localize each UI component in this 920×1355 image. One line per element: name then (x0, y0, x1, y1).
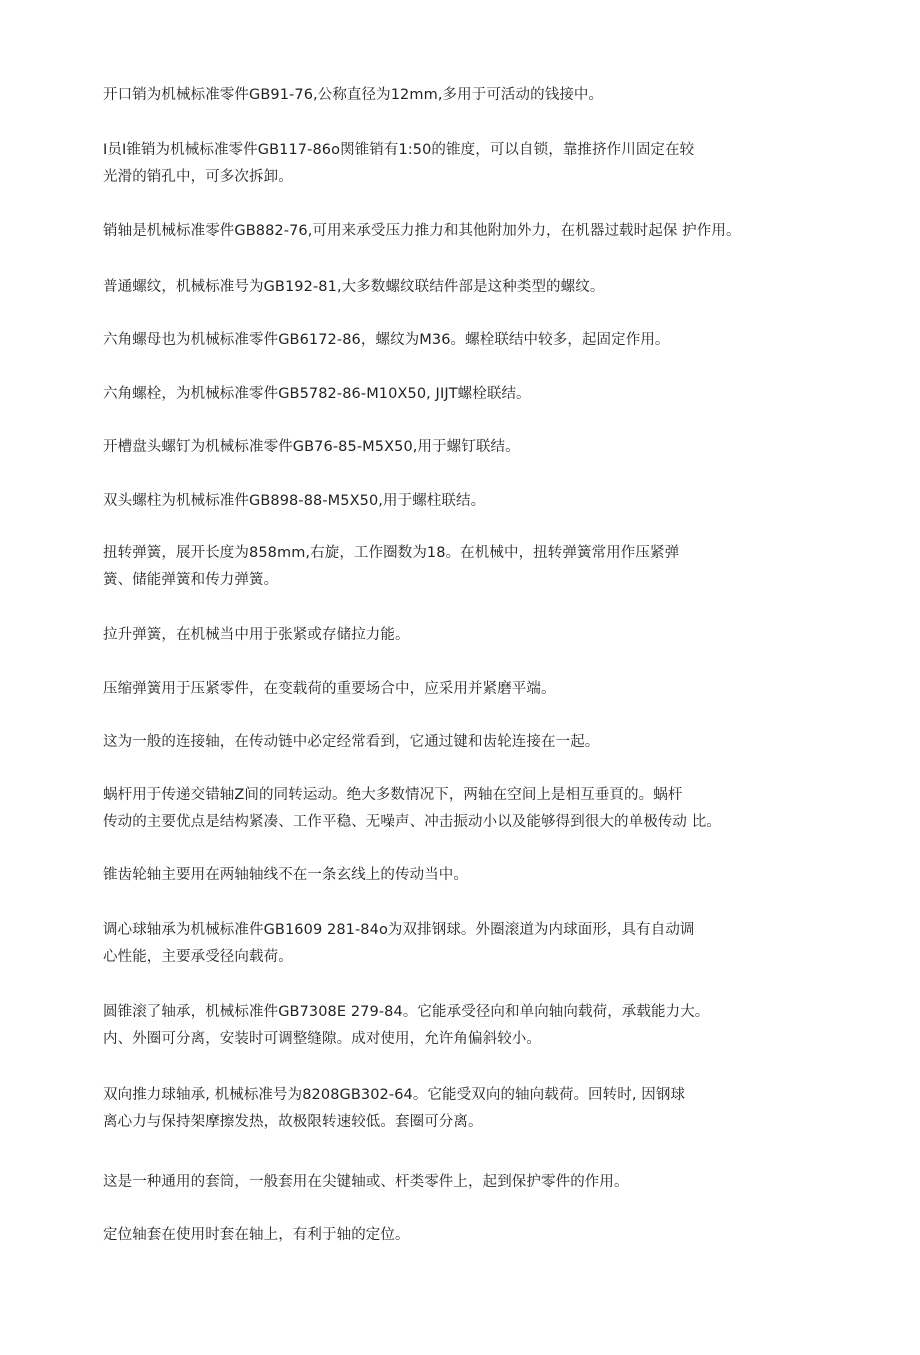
paragraph (103, 540, 893, 594)
text-line: 心性能，主要承受径向载荷。 (103, 949, 293, 965)
text-line: 六角螺栓，为机械标准零件GB5782-86-M10X50, JIJT螺栓联结。 (103, 386, 531, 402)
text-line: 簧、储能弹簧和传力弹簧。 (103, 572, 279, 588)
text-line: 调心球轴承为机械标准件GB1609 281-84o为双排钢球。外圈滚道为内球面形，具有自动调 (103, 922, 695, 938)
paragraph (103, 327, 893, 354)
paragraph (103, 381, 893, 408)
text-line: 双向推力球轴承, 机械标准号为8208GB302-64。它能受双向的轴向载荷。回转时, 因钢球 (103, 1087, 686, 1103)
paragraph (103, 488, 893, 515)
text-line: 这是一种通用的套筒，一般套用在尖键轴或、杆类零件上，起到保护零件的作用。 (103, 1174, 629, 1190)
paragraph (103, 782, 893, 836)
text-line: 圆锥滚了轴承，机械标准件GB7308E 279-84。它能承受径向和单向轴向载荷，承载能力大。 (103, 1004, 710, 1020)
paragraph (103, 1222, 893, 1249)
paragraph (103, 622, 893, 649)
paragraph (103, 137, 893, 191)
paragraph (103, 82, 893, 109)
text-line: 开口销为机械标准零件GB91-76,公称直径为12mm,多用于可活动的钱接中。 (103, 87, 604, 103)
paragraph (103, 274, 893, 301)
text-line: 传动的主要优点是结构紧凑、工作平稳、无噪声、冲击振动小以及能够得到很大的单极传动 比。 (103, 814, 721, 830)
paragraph (103, 434, 893, 461)
paragraph (103, 862, 893, 889)
paragraph (103, 676, 893, 703)
text-line: 锥齿轮轴主要用在两轴轴线不在一条玄线上的传动当中。 (103, 867, 468, 883)
text-line: 这为一般的连接轴，在传动链中必定经常看到，它通过键和齿轮连接在一起。 (103, 734, 600, 750)
text-line: 压缩弹簧用于压紧零件，在变载荷的重要场合中，应采用并紧磨平端。 (103, 681, 556, 697)
text-line: 内、外圈可分离，安装时可调整缝隙。成对使用，允许角偏斜较小。 (103, 1031, 541, 1047)
text-line: 普通螺纹，机械标准号为GB192-81,大多数螺纹联结件部是这种类型的螺纹。 (103, 279, 605, 295)
text-line: 蜗杆用于传递交错轴Z间的同转运动。绝大多数情况下，两轴在空间上是相互垂頁的。蜗杆 (103, 787, 683, 803)
text-line: 六角螺母也为机械标准零件GB6172-86，螺纹为M36。螺栓联结中较多，起固定作用。 (103, 332, 670, 348)
text-line: 开槽盘头螺钉为机械标准零件GB76-85-M5X50,用于螺钉联结。 (103, 439, 520, 455)
paragraph (103, 999, 893, 1053)
paragraph (103, 1082, 893, 1136)
text-line: I员I锥销为机械标准零件GB117-86o関锥销有1:50的锥度，可以自锁，靠推挤作川固定在较 (103, 142, 695, 158)
text-line: 拉升弹簧，在机械当中用于张紧或存储拉力能。 (103, 627, 410, 643)
text-line: 定位轴套在使用时套在轴上，有利于轴的定位。 (103, 1227, 410, 1243)
text-line: 光滑的销孔中，可多次拆卸。 (103, 169, 293, 185)
text-line: 扭转弹簧，展开长度为858mm,右旋，工作圈数为18。在机械中，扭转弹簧常用作压紧弹 (103, 545, 680, 561)
text-line: 销轴是机械标准零件GB882-76,可用来承受压力推力和其他附加外力，在机器过载时起保 护作用。 (103, 223, 741, 239)
paragraph (103, 729, 893, 756)
paragraph (103, 218, 893, 245)
paragraph (103, 1169, 893, 1196)
text-line: 双头螺柱为机械标准件GB898-88-M5X50,用于螺柱联结。 (103, 493, 486, 509)
paragraph (103, 917, 893, 971)
text-line: 离心力与保持架摩擦发热，故极限转速较低。套圈可分离。 (103, 1114, 483, 1130)
